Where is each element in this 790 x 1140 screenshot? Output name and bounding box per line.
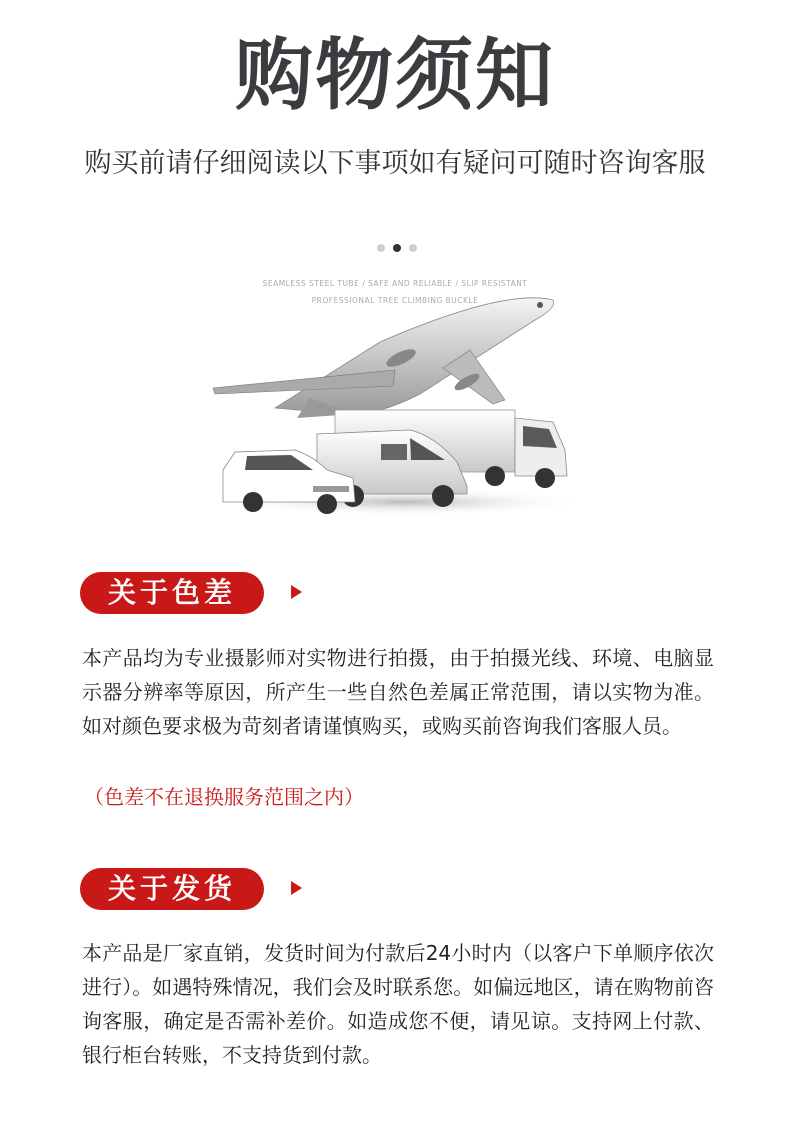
section-badge-shipping: 关于发货 [80, 868, 264, 910]
shipping-text: 本产品是厂家直销，发货时间为付款后24小时内（以客户下单顺序依次进行）。如遇特殊情况，我们会及时联系您。如偏远地区，请在购物前咨询客服，确定是否需补差价。如造成您不便，请见谅。支持网上付款、银行柜台转账，不支持货到付款。 [82, 941, 714, 1067]
section-badge-color-difference: 关于色差 [80, 572, 264, 614]
carousel-dot[interactable] [409, 244, 417, 252]
arrow-right-icon [291, 881, 302, 895]
banner-tagline-1: SEAMLESS STEEL TUBE / SAFE AND RELIABLE / SLIP RESISTANT [262, 279, 528, 288]
color-difference-text: 本产品均为专业摄影师对实物进行拍摄，由于拍摄光线、环境、电脑显示器分辨率等原因，所产生一些自然色差属正常范围，请以实物为准。如对颜色要求极为苛刻者请谨慎购买，或购买前咨询我们客服人员。 [82, 646, 714, 738]
carousel-dot[interactable] [377, 244, 385, 252]
carousel-dots [377, 244, 421, 254]
airplane-icon [213, 298, 554, 418]
page-title: 购物须知 [234, 31, 555, 121]
color-difference-note: （色差不在退换服务范围之内） [84, 785, 364, 809]
carousel-dot-active[interactable] [393, 244, 401, 252]
banner-tagline-2: PROFESSIONAL TREE CLIMBING BUCKLE [311, 296, 479, 305]
arrow-right-icon [291, 585, 302, 599]
shipping-vehicles-image [205, 290, 590, 525]
page-subtitle: 购买前请仔细阅读以下事项如有疑问可随时咨询客服 [84, 148, 706, 179]
